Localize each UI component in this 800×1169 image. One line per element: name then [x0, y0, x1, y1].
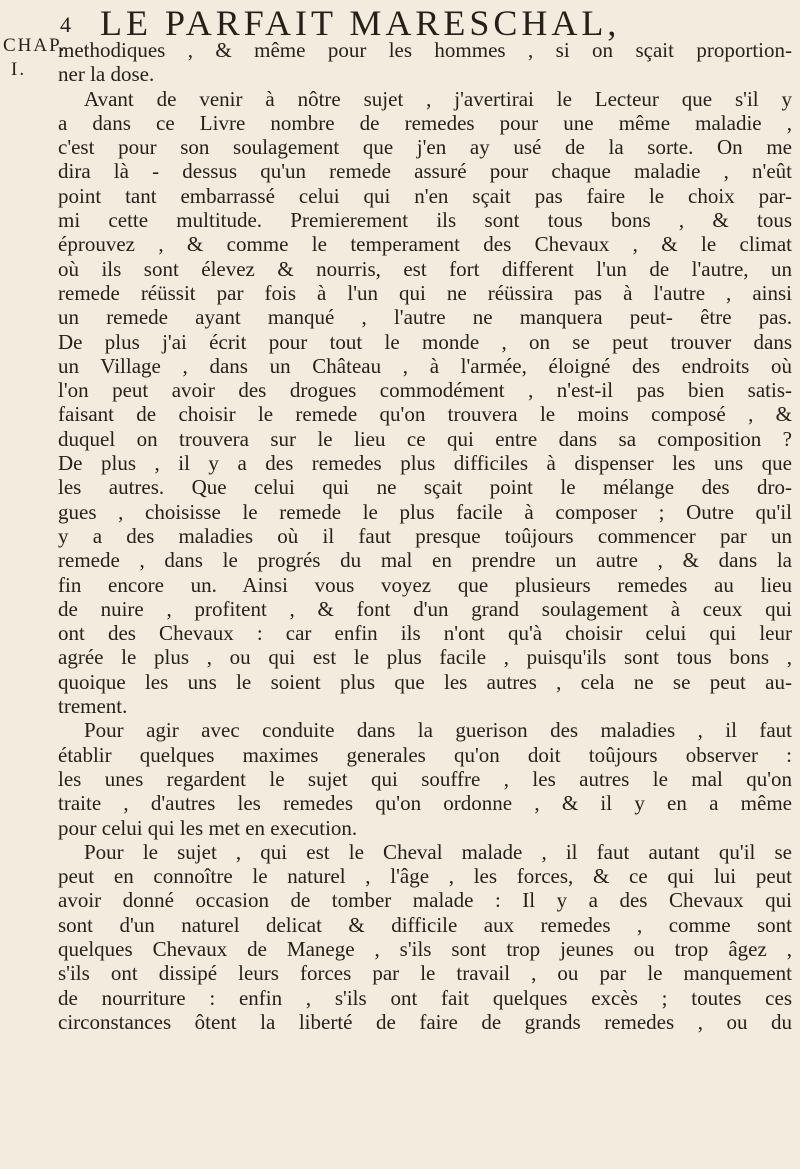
- text-line: de nourriture : enfin , s'ils ont fait quelques excès ; toutes ces: [58, 985, 792, 1010]
- text-line: mi cette multitude. Premierement ils sont tous bons , & tous: [58, 208, 792, 233]
- text-line: peut en connoître le naturel , l'âge , les forces, & ce qui lui peut: [58, 864, 792, 889]
- text-line: dira là - dessus qu'un remede assuré pour chaque maladie , n'eût: [58, 159, 792, 184]
- text-line: a dans ce Livre nombre de remedes pour une même maladie ,: [58, 110, 792, 135]
- text-line: de nuire , profitent , & font d'un grand soulagement à ceux qui: [58, 596, 792, 621]
- page-header: [0, 2, 800, 43]
- text-line: faisant de choisir le remede qu'on trouvera le moins composé , &: [58, 402, 792, 427]
- text-line: agrée le plus , ou qui est le plus facile , puisqu'ils sont tous bons ,: [58, 645, 792, 670]
- text-line: gues , choisisse le remede le plus facile à composer ; Outre qu'il: [58, 499, 792, 524]
- text-line: circonstances ôtent la liberté de faire de grands remedes , ou du: [58, 1009, 792, 1034]
- text-line: sont d'un naturel delicat & difficile aux remedes , comme sont: [58, 912, 792, 937]
- chapter-marginal-note: [3, 34, 66, 82]
- text-line: remede réüssit par fois à l'un qui ne réüssira pas à l'autre , ainsi: [58, 280, 792, 305]
- text-line: éprouvez , & comme le temperament des Chevaux , & le climat: [58, 232, 792, 257]
- text-line: ont des Chevaux : car enfin ils n'ont qu'à choisir celui qui leur: [58, 621, 792, 646]
- text-line: De plus , il y a des remedes plus difficiles à dispenser les uns que: [58, 451, 792, 476]
- text-line: avoir donné occasion de tomber malade : Il y a des Chevaux qui: [58, 888, 792, 913]
- text-line: remede , dans le progrés du mal en prendre un autre , & dans la: [58, 548, 792, 573]
- text-line: ner la dose.: [58, 62, 155, 87]
- text-line: Pour agir avec conduite dans la guerison des maladies , il faut: [84, 718, 792, 743]
- body-text: [58, 38, 792, 1034]
- chapter-number: I.: [11, 59, 27, 80]
- text-line: un Village , dans un Château , à l'armée, éloigné des endroits où: [58, 353, 792, 378]
- text-line: l'on peut avoir des drogues commodément , n'est-il pas bien satis-: [58, 378, 792, 403]
- text-line: methodiques , & même pour les hommes , si on sçait proportion-: [58, 38, 792, 62]
- page-number: 4: [60, 12, 71, 37]
- text-line: les unes regardent le sujet qui souffre , les autres le mal qu'on: [58, 766, 792, 791]
- text-line: un remede ayant manqué , l'autre ne manquera peut- être pas.: [58, 305, 792, 330]
- text-line: De plus j'ai écrit pour tout le monde , on se peut trouver dans: [58, 329, 792, 354]
- text-line: c'est pour son soulagement que j'en ay usé de la sorte. On me: [58, 135, 792, 160]
- text-line: pour celui qui les met en execution.: [58, 815, 358, 840]
- chapter-label: CHAP.: [3, 35, 67, 56]
- text-line: où ils sont élevez & nourris, est fort different l'un de l'autre, un: [58, 256, 792, 281]
- text-line: quoique les uns le soient plus que les autres , cela ne se peut au-: [58, 669, 792, 694]
- text-line: quelques Chevaux de Manege , s'ils sont trop jeunes ou trop âgez ,: [58, 936, 792, 961]
- running-title: LE PARFAIT MARESCHAL,: [100, 3, 621, 43]
- text-line: Pour le sujet , qui est le Cheval malade , il faut autant qu'il se: [84, 839, 792, 864]
- text-line: établir quelques maximes generales qu'on doit toûjours observer :: [58, 742, 792, 767]
- text-line: y a des maladies où il faut presque toûjours commencer par un: [58, 523, 792, 548]
- text-line: duquel on trouvera sur le lieu ce qui entre dans sa composition ?: [58, 426, 792, 451]
- text-line: fin encore un. Ainsi vous voyez que plusieurs remedes au lieu: [58, 572, 792, 597]
- text-line: les autres. Que celui qui ne sçait point le mélange des dro-: [58, 475, 792, 500]
- text-line: Avant de venir à nôtre sujet , j'avertirai le Lecteur que s'il y: [84, 86, 792, 111]
- text-line: trement.: [58, 694, 128, 719]
- text-line: s'ils ont dissipé leurs forces par le travail , ou par le manquement: [58, 961, 792, 986]
- text-line: point tant embarrassé celui qui n'en sçait pas faire le choix par-: [58, 183, 792, 208]
- text-line: traite , d'autres les remedes qu'on ordonne , & il y en a même: [58, 791, 792, 816]
